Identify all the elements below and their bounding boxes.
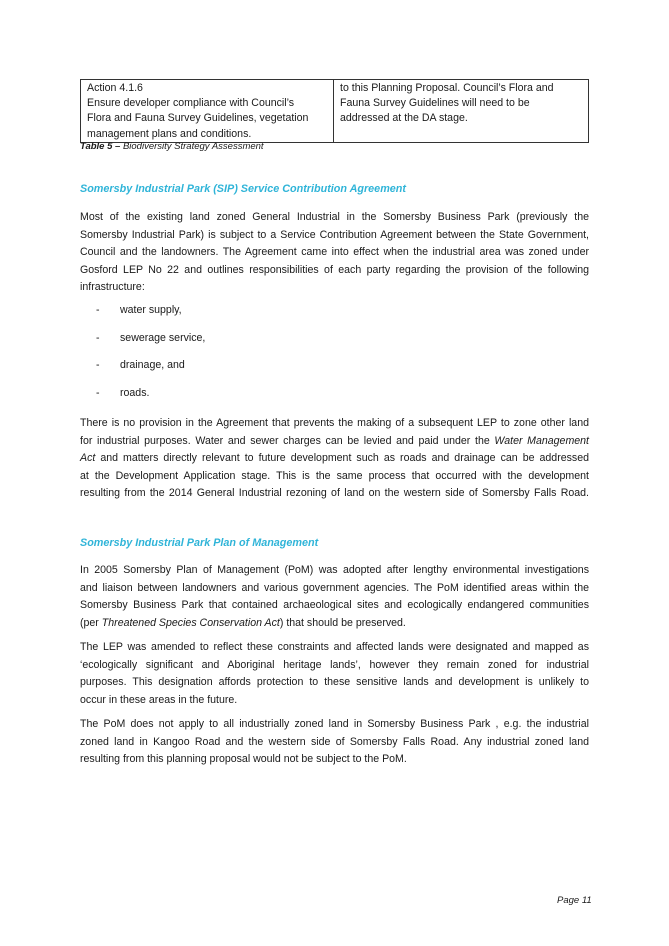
text-line [80, 615, 589, 633]
text-run: for industrial purposes. Water and sewer charges can be levied and paid under the [80, 434, 495, 447]
text-line: purposes. This designation affords protection to these sensitive lands and development is unlikely to [80, 676, 589, 689]
text-line [80, 433, 589, 451]
caption-label: Table 5 – [80, 141, 121, 152]
cell-line: addressed at the DA stage. [340, 112, 468, 125]
text-line: Somersby Industrial Park) is subject to a Service Contribution Agreement between the State Government, [80, 228, 589, 241]
text-line: Council and the landowners. The Agreement came into effect when the industrial area was zoned under [80, 246, 589, 259]
paragraph-agreement-intro [80, 209, 589, 297]
section-heading-plan-of-management: Somersby Industrial Park Plan of Management [80, 537, 319, 549]
paragraph-lep-amendment [80, 639, 589, 709]
cell-line: management plans and conditions. [87, 127, 252, 140]
list-item [96, 304, 182, 316]
cell-line: Fauna Survey Guidelines will need to be [340, 97, 530, 110]
dash-bullet-icon: - [96, 359, 100, 371]
text-line: In 2005 Somersby Plan of Management (PoM) was adopted after lengthy environmental investigations [80, 564, 589, 576]
table-caption [80, 141, 264, 152]
text-line: Most of the existing land zoned General Industrial in the Somersby Business Park (previously the [80, 211, 589, 223]
biodiversity-assessment-table [80, 79, 589, 143]
table-cell-consistency [334, 80, 589, 143]
list-item-text: water supply, [120, 304, 182, 316]
text-line: at the Development Application stage. This is the same process that occurred with the development [80, 469, 589, 482]
text-line: Somersby Business Park that contained archaeological sites and ecologically endangered communities [80, 599, 589, 612]
dash-bullet-icon: - [96, 387, 100, 399]
section-heading-sip-agreement: Somersby Industrial Park (SIP) Service Contribution Agreement [80, 183, 406, 195]
table-row [81, 80, 589, 143]
act-name: Act [80, 452, 96, 465]
act-name: Water Management [494, 434, 590, 447]
list-item-text: sewerage service, [120, 332, 206, 344]
text-line: zoned land in Kangoo Road and the western side of Somersby Falls Road. Any industrial zoned land [80, 735, 589, 748]
paragraph-pom-applicability [80, 716, 589, 769]
list-item [96, 332, 205, 344]
cell-line: Action 4.1.6 [87, 82, 143, 94]
text-line: There is no provision in the Agreement that prevents the making of a subsequent LEP to zone other land [80, 417, 589, 429]
table-cell-action [81, 80, 334, 143]
act-name: Threatened Species Conservation Act [101, 616, 280, 629]
text-line: occur in these areas in the future. [80, 693, 238, 706]
dash-bullet-icon: - [96, 332, 100, 344]
text-line: The PoM does not apply to all industrially zoned land in Somersby Business Park , e.g. the industrial [80, 718, 589, 730]
list-item [96, 387, 149, 399]
paragraph-pom-intro [80, 562, 589, 632]
text-line: resulting from this planning proposal would not be subject to the PoM. [80, 753, 407, 766]
page-number: Page 11 [557, 895, 592, 906]
cell-line: to this Planning Proposal. Council’s Flora and [340, 82, 554, 94]
text-line: Gosford LEP No 22 and outlines responsibilities of each party regarding the provision of the following [80, 263, 589, 276]
dash-bullet-icon: - [96, 304, 100, 316]
text-line: The LEP was amended to reflect these constraints and affected lands were designated and mapped as [80, 641, 589, 653]
text-run: (per [80, 616, 102, 629]
text-line [80, 450, 589, 468]
text-line: ‘ecologically significant and Aboriginal heritage lands’, however they remain zoned for industrial [80, 658, 589, 671]
text-run: and matters directly relevant to future development such as roads and drainage can be addressed [95, 452, 589, 465]
text-line: resulting from the 2014 General Industrial rezoning of land on the western side of Somersby Falls Road. [80, 487, 589, 500]
paragraph-agreement-provision [80, 415, 589, 503]
text-run: ) that should be preserved. [279, 616, 406, 629]
caption-text: Biodiversity Strategy Assessment [122, 141, 264, 152]
text-line: and liaison between landowners and various government agencies. The PoM identified areas within the [80, 581, 589, 594]
cell-line: Ensure developer compliance with Council’s [87, 97, 295, 110]
list-item [96, 359, 185, 371]
text-line: infrastructure: [80, 281, 145, 294]
cell-line: Flora and Fauna Survey Guidelines, vegetation [87, 112, 309, 125]
list-item-text: drainage, and [120, 359, 185, 371]
list-item-text: roads. [120, 387, 150, 399]
